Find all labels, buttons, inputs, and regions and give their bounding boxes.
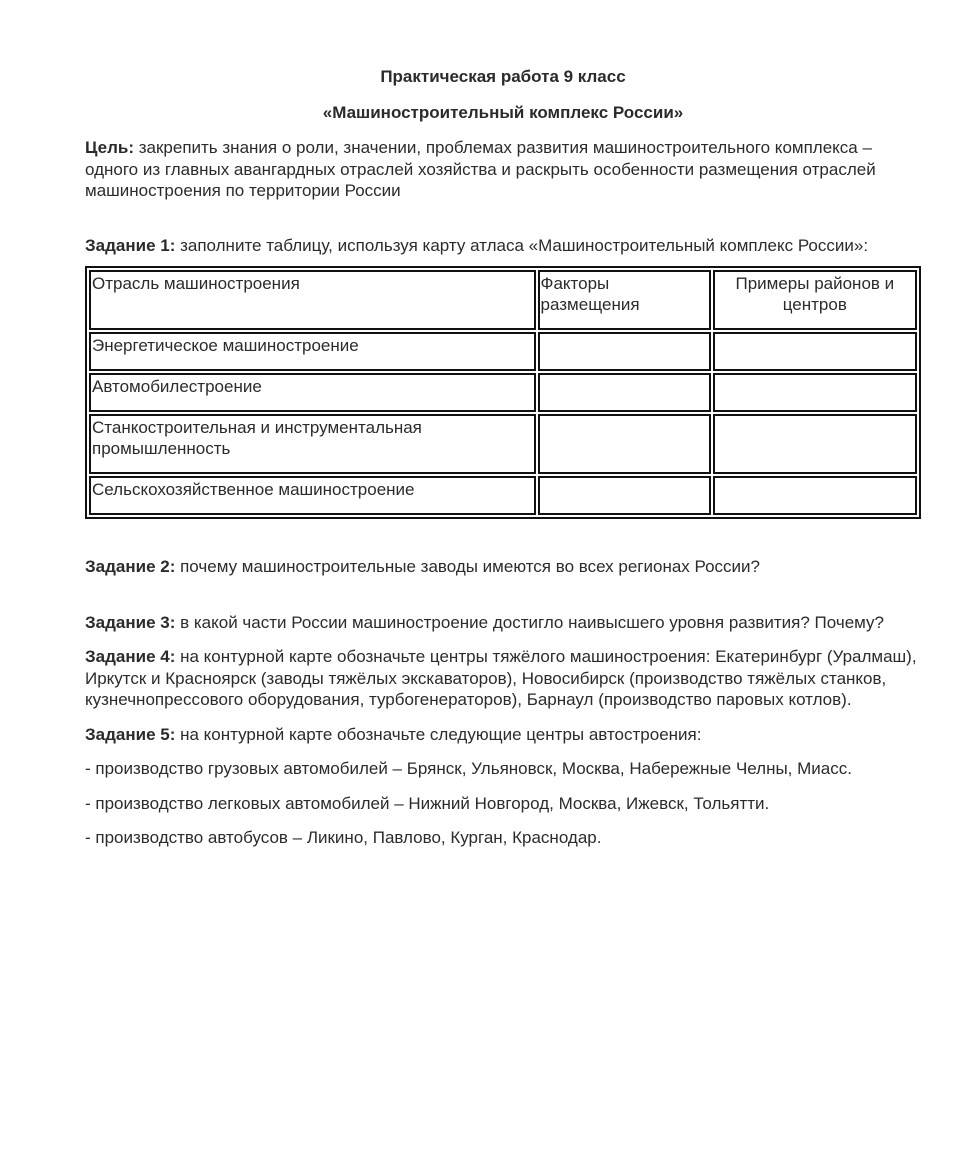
table-row [89, 332, 917, 371]
goal-paragraph [85, 137, 921, 202]
goal-label: Цель: [85, 138, 134, 157]
task-4 [85, 646, 921, 711]
list-item: - производство грузовых автомобилей – Брянск, Ульяновск, Москва, Набережные Челны, Миасс. [85, 759, 852, 778]
list-item: - производство легковых автомобилей – Нижний Новгород, Москва, Ижевск, Тольятти. [85, 793, 770, 813]
table-cell-empty [538, 373, 711, 412]
task-5-label: Задание 5: [85, 724, 176, 744]
industry-table [85, 266, 921, 519]
task-1-text: заполните таблицу, используя карту атласа «Машиностроительный комплекс России»: [175, 235, 869, 255]
task-2-text: почему машиностроительные заводы имеются во всех регионах России? [175, 557, 761, 576]
table-cell: Энергетическое машиностроение [89, 332, 536, 371]
table-cell-empty [538, 414, 711, 474]
task-3 [85, 612, 921, 634]
task-5-text: на контурной карте обозначьте следующие центры автостроения: [175, 724, 702, 744]
task-1 [85, 235, 921, 257]
table-cell: Автомобилестроение [89, 373, 536, 412]
task-3-label: Задание 3: [85, 612, 176, 632]
table-cell-empty [538, 332, 711, 371]
table-row [89, 476, 917, 515]
table-cell-empty [713, 373, 917, 412]
table-header-cell: Факторы размещения [538, 270, 711, 330]
task-1-label: Задание 1: [85, 235, 176, 255]
list-item: - производство автобусов – Ликино, Павлово, Курган, Краснодар. [85, 828, 602, 847]
table-cell: Сельскохозяйственное машиностроение [89, 476, 536, 515]
document-title: Практическая работа 9 класс [380, 67, 626, 86]
table-header-cell: Отрасль машиностроения [89, 270, 536, 330]
table-header-row [89, 270, 917, 330]
table-cell-empty [538, 476, 711, 515]
table-cell-empty [713, 414, 917, 474]
task-4-text: на контурной карте обозначьте центры тяжёлого машиностроения: Екатеринбург (Уралмаш), Иркутск и Красноярск (заводы тяжёлых экскаваторов), Новосибирск (производство тяжёлых станков, кузнечнопрессового оборудования, турбогенераторов), Барнаул (производство паровых котлов). [85, 647, 917, 709]
task-4-label: Задание 4: [85, 647, 176, 666]
document-subtitle: «Машиностроительный комплекс России» [322, 103, 684, 122]
task-2-label: Задание 2: [85, 557, 176, 576]
task-2 [85, 556, 921, 578]
table-header-cell: Примеры районов и центров [713, 270, 917, 330]
table-row [89, 373, 917, 412]
task-5 [85, 724, 921, 746]
goal-text: закрепить знания о роли, значении, проблемах развития машиностроительного комплекса – одного из главных авангардных отраслей хозяйства и раскрыть особенности размещения отраслей машиностроения по территории России [85, 138, 876, 200]
table-cell-empty [713, 332, 917, 371]
table-cell: Станкостроительная и инструментальная промышленность [89, 414, 536, 474]
table-cell-empty [713, 476, 917, 515]
task-3-text: в какой части России машиностроение достигло наивысшего уровня развития? Почему? [175, 612, 885, 632]
table-row [89, 414, 917, 474]
